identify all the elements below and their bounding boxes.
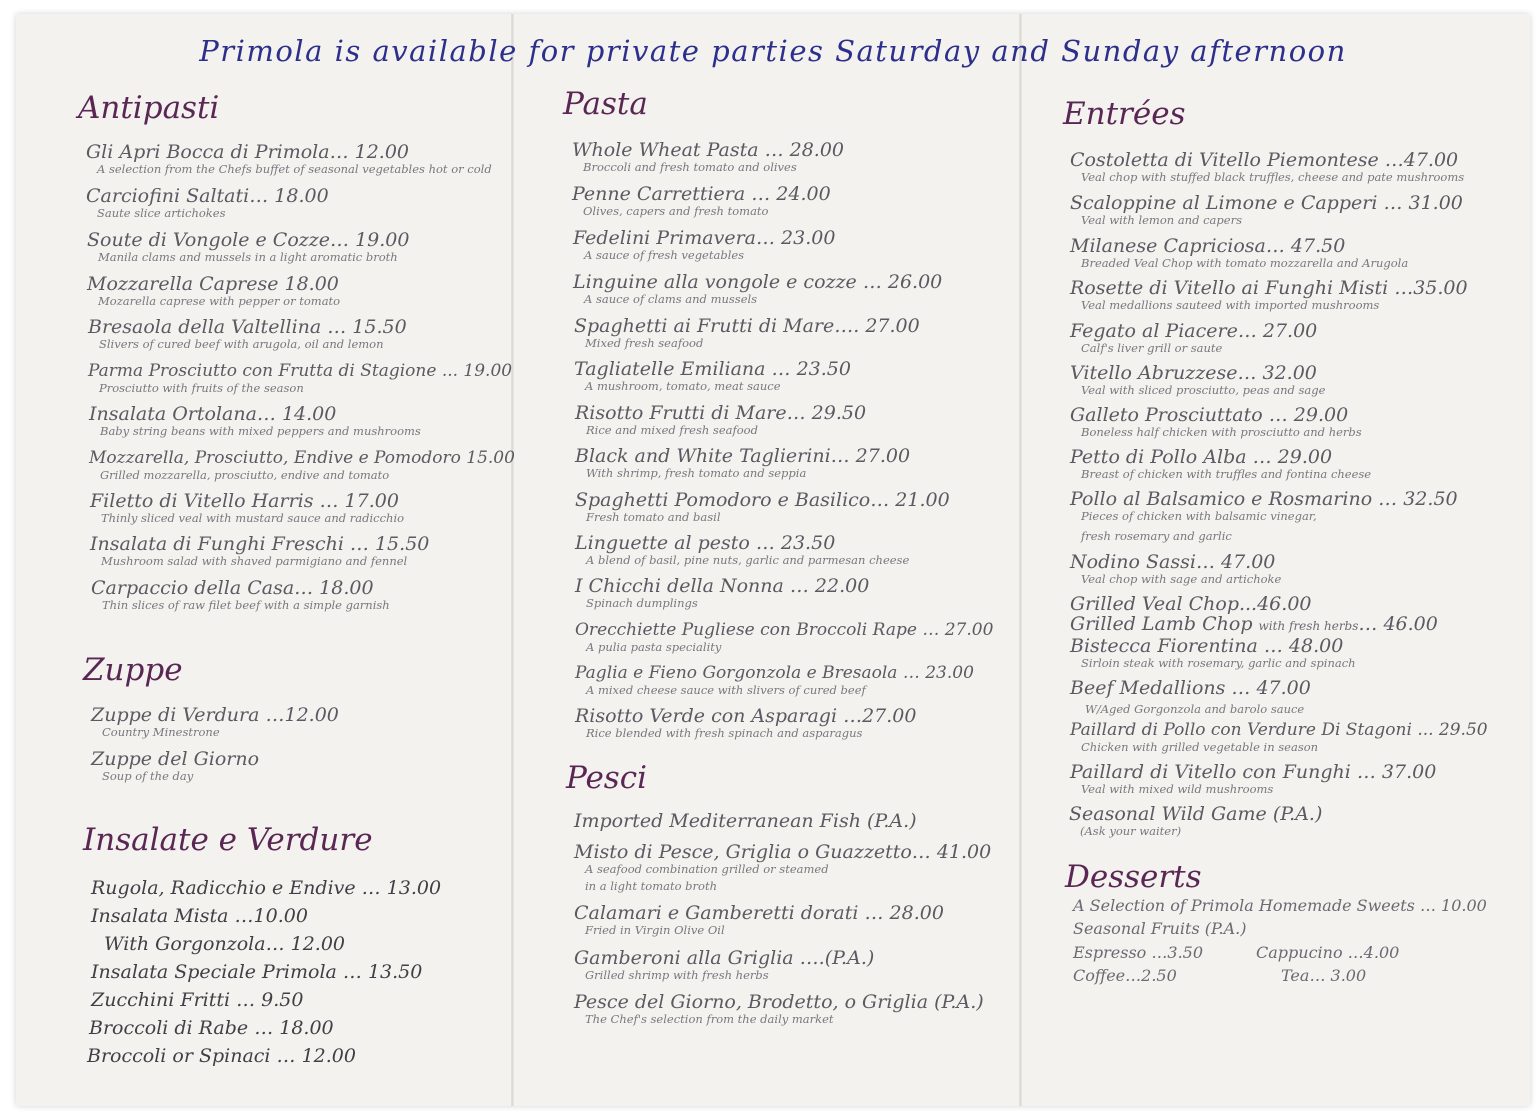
menu-line: Broccoli di Rabe … 18.00 — [89, 1017, 334, 1039]
menu-item: Scaloppine al Limone e Capperi … 31.00 Veal with lemon and capers — [1070, 192, 1463, 227]
menu-item: Vitello Abruzzese… 32.00 Veal with sliced prosciutto, peas and sage — [1070, 362, 1326, 397]
section-heading-zuppe: Zuppe — [83, 652, 183, 688]
menu-item: Galleto Prosciuttato … 29.00 Boneless half chicken with prosciutto and herbs — [1070, 404, 1362, 439]
dessert-line: Coffee…2.50 — [1073, 966, 1177, 985]
menu-item: Beef Medallions … 47.00 W/Aged Gorgonzola and barolo sauce — [1070, 677, 1311, 716]
menu-item: Insalata Ortolana… 14.00 Baby string beans with mixed peppers and mushrooms — [89, 403, 421, 438]
menu-line: Broccoli or Spinaci … 12.00 — [87, 1045, 356, 1067]
menu-item: Risotto Verde con Asparagi …27.00 Rice blended with fresh spinach and asparagus — [575, 705, 917, 740]
menu-item: Costoletta di Vitello Piemontese …47.00 Veal chop with stuffed black truffles, cheese and pate mushrooms — [1070, 149, 1465, 184]
menu-item: Petto di Pollo Alba … 29.00 Breast of chicken with truffles and fontina cheese — [1070, 446, 1372, 481]
menu-item: Zuppe del Giorno Soup of the day — [91, 748, 260, 783]
menu-item: Risotto Frutti di Mare… 29.50 Rice and mixed fresh seafood — [575, 402, 867, 437]
menu-line: Rugola, Radicchio e Endive … 13.00 — [91, 877, 442, 899]
menu-line: Insalata Speciale Primola … 13.50 — [91, 961, 423, 983]
menu-item: Mozzarella Caprese 18.00 Mozarella caprese with pepper or tomato — [87, 273, 341, 308]
dessert-line: A Selection of Primola Homemade Sweets … 10.00 — [1073, 896, 1487, 915]
section-heading-antipasti: Antipasti — [78, 90, 220, 126]
menu-item: Misto di Pesce, Griglia o Guazzetto… 41.00 A seafood combination grilled or steamed in a light tomato broth — [574, 841, 992, 893]
menu-item: Pollo al Balsamico e Rosmarino … 32.50 Pieces of chicken with balsamic vinegar, fresh rosemary and garlic — [1070, 488, 1458, 543]
dessert-line: Espresso …3.50 — [1073, 943, 1204, 962]
menu-line: Zucchini Fritti … 9.50 — [91, 989, 304, 1011]
section-heading-insalate: Insalate e Verdure — [83, 822, 373, 858]
fold-line-right — [1019, 14, 1022, 1106]
menu-item: Carciofini Saltati… 18.00 Saute slice artichokes — [86, 185, 329, 220]
menu-item: Grilled Veal Chop...46.00 — [1070, 593, 1312, 615]
menu-item: Bistecca Fiorentina … 48.00 Sirloin steak with rosemary, garlic and spinach — [1070, 635, 1356, 670]
menu-item: Soute di Vongole e Cozze… 19.00 Manila clams and mussels in a light aromatic broth — [87, 229, 410, 264]
menu-item: Zuppe di Verdura …12.00 Country Minestrone — [91, 704, 339, 739]
menu-item: Pesce del Giorno, Brodetto, o Griglia (P.A.) The Chef's selection from the daily market — [574, 991, 984, 1026]
menu-item: Gamberoni alla Griglia ….(P.A.) Grilled shrimp with fresh herbs — [574, 947, 875, 982]
menu-item: Paillard di Vitello con Funghi … 37.00 Veal with mixed wild mushrooms — [1070, 761, 1437, 796]
menu-item: Carpaccio della Casa… 18.00 Thin slices of raw filet beef with a simple garnish — [91, 577, 390, 612]
private-parties-banner: Primola is available for private parties Saturday and Sunday afternoon — [199, 34, 1347, 68]
menu-item: Spaghetti Pomodoro e Basilico… 21.00 Fresh tomato and basil — [575, 489, 950, 524]
section-heading-desserts: Desserts — [1065, 859, 1202, 895]
menu-item: I Chicchi della Nonna … 22.00 Spinach dumplings — [575, 575, 870, 610]
menu-item: Insalata di Funghi Freschi … 15.50 Mushroom salad with shaved parmigiano and fennel — [90, 533, 430, 568]
dessert-line: Seasonal Fruits (P.A.) — [1073, 919, 1247, 938]
menu-item: Linguine alla vongole e cozze … 26.00 A sauce of clams and mussels — [573, 271, 943, 306]
dessert-line: Cappucino …4.00 — [1256, 943, 1400, 962]
menu-item: Grilled Lamb Chop with fresh herbs… 46.00 — [1070, 613, 1438, 635]
menu-item: Calamari e Gamberetti dorati … 28.00 Fried in Virgin Olive Oil — [574, 902, 944, 937]
menu-line: Insalata Mista …10.00 — [91, 905, 308, 927]
dessert-line: Tea… 3.00 — [1281, 966, 1367, 985]
menu-item: Tagliatelle Emiliana … 23.50 A mushroom, tomato, meat sauce — [574, 358, 851, 393]
menu-item: Paillard di Pollo con Verdure Di Stagoni ... 29.50 Chicken with grilled vegetable in season — [1070, 720, 1488, 754]
menu-item: Gli Apri Bocca di Primola… 12.00 A selection from the Chefs buffet of seasonal vegetables hot or cold — [86, 141, 492, 176]
column-right — [1063, 14, 1503, 1106]
menu-item: Seasonal Wild Game (P.A.) (Ask your waiter) — [1069, 803, 1323, 838]
menu-item: Rosette di Vitello ai Funghi Misti …35.00 Veal medallions sauteed with imported mushrooms — [1070, 277, 1468, 312]
menu-item: Bresaola della Valtellina … 15.50 Slivers of cured beef with arugola, oil and lemon — [88, 316, 407, 351]
column-left — [78, 14, 515, 1106]
menu-item: Fegato al Piacere… 27.00 Calf's liver grill or saute — [1070, 320, 1318, 355]
menu-item: Mozzarella, Prosciutto, Endive e Pomodoro 15.00 Grilled mozzarella, prosciutto, endive and tomato — [89, 448, 515, 482]
menu-item: Linguette al pesto … 23.50 A blend of basil, pine nuts, garlic and parmesan cheese — [575, 532, 910, 567]
column-middle — [563, 14, 1003, 1106]
section-heading-pasta: Pasta — [563, 86, 648, 122]
menu-item: Whole Wheat Pasta … 28.00 Broccoli and fresh tomato and olives — [572, 139, 845, 174]
menu-item: Spaghetti ai Frutti di Mare…. 27.00 Mixed fresh seafood — [574, 315, 920, 350]
menu-item: Milanese Capriciosa… 47.50 Breaded Veal Chop with tomato mozzarella and Arugola — [1070, 235, 1409, 270]
menu-item: Orecchiette Pugliese con Broccoli Rape … 27.00 A pulia pasta speciality — [575, 620, 994, 654]
menu-item: Nodino Sassi… 47.00 Veal chop with sage and artichoke — [1070, 551, 1282, 586]
menu-item: Imported Mediterranean Fish (P.A.) — [574, 810, 917, 832]
fold-line-left — [511, 14, 514, 1106]
menu-item: Parma Prosciutto con Frutta di Stagione ... 19.00 Prosciutto with fruits of the season — [88, 361, 513, 395]
menu-item: Penne Carrettiera … 24.00 Olives, capers and fresh tomato — [572, 183, 831, 218]
menu-item: Black and White Taglierini… 27.00 With shrimp, fresh tomato and seppia — [575, 445, 911, 480]
menu-line: With Gorgonzola… 12.00 — [104, 933, 346, 955]
section-heading-entrees: Entrées — [1063, 96, 1186, 132]
menu-item: Fedelini Primavera… 23.00 A sauce of fresh vegetables — [573, 227, 836, 262]
menu-item: Filetto di Vitello Harris … 17.00 Thinly sliced veal with mustard sauce and radicchio — [90, 490, 405, 525]
section-heading-pesci: Pesci — [566, 760, 647, 796]
menu-item: Paglia e Fieno Gorgonzola e Bresaola … 23.00 A mixed cheese sauce with slivers of cured beef — [575, 663, 974, 697]
menu-sheet — [16, 14, 1530, 1106]
